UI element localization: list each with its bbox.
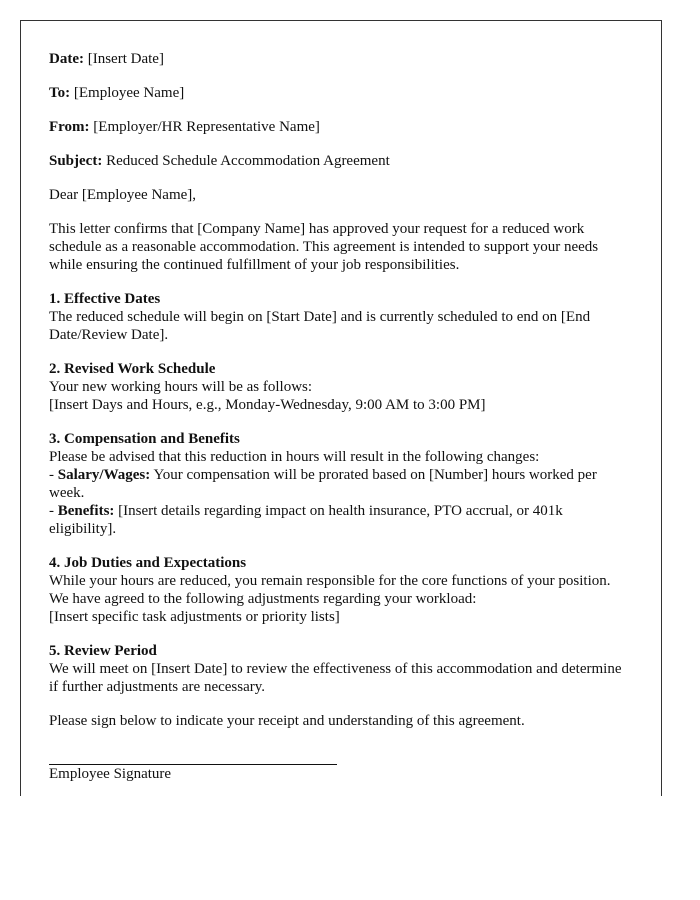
to-line: To: [Employee Name] — [49, 85, 185, 101]
letter-page — [20, 20, 662, 796]
section-compensation: 3. Compensation and Benefits Please be advised that this reduction in hours will result in the following changes: - Salary/Wages: Your compensation will be prorated based on [Number] hours worked per week. - Benefits: [Insert details regarding impact on health insurance, PTO accrual, or 401k eligibility]. — [49, 431, 597, 537]
section-effective-dates: 1. Effective Dates The reduced schedule will begin on [Start Date] and is currently scheduled to end on [End Date/Review Date]. — [49, 291, 591, 343]
section-review-period: 5. Review Period We will meet on [Insert Date] to review the effectiveness of this accommodation and determine if further adjustments are necessary. — [49, 643, 622, 695]
date-line: Date: [Insert Date] — [49, 51, 164, 67]
intro-paragraph: This letter confirms that [Company Name] has approved your request for a reduced work schedule as a reasonable accommodation. This agreement is intended to support your needs while ensuring the continued fulfillment of your job responsibilities. — [49, 221, 599, 273]
from-line: From: [Employer/HR Representative Name] — [49, 119, 320, 135]
section-work-schedule: 2. Revised Work Schedule Your new working hours will be as follows: [Insert Days and Hours, e.g., Monday-Wednesday, 9:00 AM to 3:00 PM] — [49, 361, 486, 413]
section-job-duties: 4. Job Duties and Expectations While your hours are reduced, you remain responsible for the core functions of your position. We have agreed to the following adjustments regarding your workload: [Insert specific task adjustments or priority lists] — [49, 555, 611, 625]
closing-paragraph: Please sign below to indicate your receipt and understanding of this agreement. — [49, 713, 525, 729]
signature-label: Employee Signature — [49, 766, 172, 782]
subject-line: Subject: Reduced Schedule Accommodation Agreement — [49, 153, 390, 169]
salutation: Dear [Employee Name], — [49, 187, 197, 203]
